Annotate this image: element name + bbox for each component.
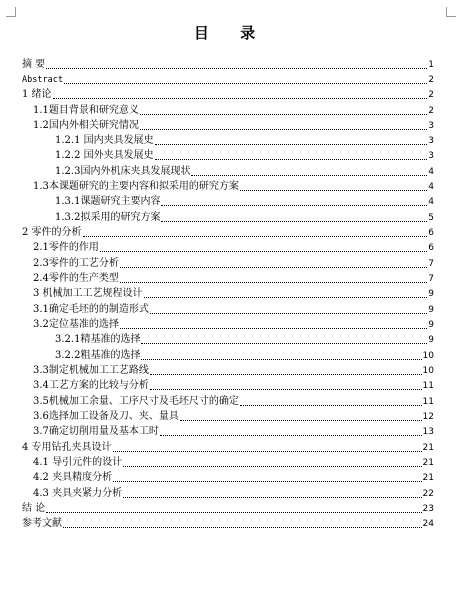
toc-entry-3-1[interactable] <box>33 303 434 316</box>
toc-entry-3-4[interactable] <box>33 379 434 392</box>
toc-entry-label: 1.3本课题研究的主要内容和拟采用的研究方案 <box>33 181 239 192</box>
toc-entry-label: 2 零件的分析 <box>22 227 82 238</box>
toc-entry-page: 12 <box>422 412 434 422</box>
toc-leader-dots <box>113 481 421 482</box>
toc-entry-page: 2 <box>428 75 434 85</box>
toc-entry-page: 2 <box>428 90 434 100</box>
toc-entry-chapter-1[interactable] <box>22 88 434 101</box>
toc-entry-page: 9 <box>428 335 434 345</box>
toc-entry-page: 1 <box>428 60 434 70</box>
toc-entry-1-1[interactable] <box>33 104 434 117</box>
toc-entry-page: 5 <box>428 213 434 223</box>
toc-entry-page: 10 <box>422 351 434 361</box>
toc-entry-label: 3.5机械加工余量、工序尺寸及毛坯尺寸的确定 <box>33 396 239 407</box>
toc-leader-dots <box>100 251 427 252</box>
toc-entry-label: 摘 要 <box>22 59 46 70</box>
toc-entry-3-2-2[interactable] <box>55 349 434 362</box>
toc-entry-references[interactable] <box>22 517 434 530</box>
toc-entry-label: Abstract <box>22 75 63 85</box>
toc-entry-label: 1.1题目背景和研究意义 <box>33 105 139 116</box>
toc-entry-page: 13 <box>422 427 434 437</box>
toc-entry-label: 3.2.2粗基准的选择 <box>55 350 141 361</box>
toc-entry-page: 10 <box>422 366 434 376</box>
toc-entry-page: 4 <box>428 167 434 177</box>
toc-entry-label: 2.1零件的作用 <box>33 242 99 253</box>
toc-entry-4-1[interactable] <box>33 456 434 469</box>
toc-entry-page: 6 <box>428 228 434 238</box>
toc-entry-label: 2.4零件的生产类型 <box>33 273 119 284</box>
toc-entry-1-3[interactable] <box>33 180 434 193</box>
toc-entry-4-2[interactable] <box>33 471 434 484</box>
toc-entry-conclusion[interactable] <box>22 502 434 515</box>
toc-leader-dots <box>155 159 428 160</box>
toc-entry-chapter-3[interactable] <box>33 287 434 300</box>
toc-leader-dots <box>150 313 427 314</box>
toc-entry-label: 结 论 <box>22 503 46 514</box>
toc-entry-label: 参考文献 <box>22 518 62 529</box>
toc-leader-dots <box>150 389 422 390</box>
toc-entry-3-3[interactable] <box>33 364 434 377</box>
page-corner-mark-right <box>446 7 456 17</box>
toc-entry-label: 4 专用钻孔夹具设计 <box>22 442 112 453</box>
toc-entry-page: 9 <box>428 305 434 315</box>
toc-entry-1-2-1[interactable] <box>55 134 434 147</box>
toc-entry-3-5[interactable] <box>33 395 434 408</box>
toc-leader-dots <box>141 343 427 344</box>
toc-leader-dots <box>191 175 427 176</box>
toc-entry-label: 3.1确定毛坯的的制造形式 <box>33 304 149 315</box>
toc-entry-label: 3.2定位基准的选择 <box>33 319 119 330</box>
toc-entry-label: 4.3 夹具夹紧力分析 <box>33 488 123 499</box>
toc-entry-label: 1.3.2拟采用的研究方案 <box>55 212 161 223</box>
toc-entry-label: 2.3零件的工艺分析 <box>33 258 119 269</box>
toc-entry-page: 11 <box>422 381 434 391</box>
toc-leader-dots <box>150 374 422 375</box>
toc-entry-abstract-cn[interactable] <box>22 58 434 71</box>
toc-entry-page: 2 <box>428 106 434 116</box>
toc-leader-dots <box>140 114 427 115</box>
toc-entry-page: 23 <box>422 504 434 514</box>
toc-entry-page: 3 <box>428 151 434 161</box>
toc-leader-dots <box>53 98 428 99</box>
toc-entry-label: 3.4工艺方案的比较与分析 <box>33 380 149 391</box>
toc-entry-page: 4 <box>428 197 434 207</box>
toc-entry-3-6[interactable] <box>33 410 434 423</box>
toc-entry-page: 6 <box>428 243 434 253</box>
toc-entry-label: 3 机械加工工艺规程设计 <box>33 288 143 299</box>
toc-entry-1-3-1[interactable] <box>55 195 434 208</box>
toc-leader-dots <box>64 83 427 84</box>
toc-leader-dots <box>240 405 422 406</box>
toc-entry-abstract-en[interactable] <box>22 73 434 86</box>
toc-entry-label: 1 绪论 <box>22 89 52 100</box>
toc-entry-label: 1.2.3国内外机床夹具发展现状 <box>55 166 191 177</box>
toc-entry-label: 4.1 导引元件的设计 <box>33 457 123 468</box>
toc-entry-page: 4 <box>428 182 434 192</box>
toc-leader-dots <box>141 359 421 360</box>
toc-entry-page: 3 <box>428 136 434 146</box>
toc-entry-1-2[interactable] <box>33 119 434 132</box>
toc-entry-chapter-4[interactable] <box>22 441 434 454</box>
toc-leader-dots <box>180 420 422 421</box>
toc-entry-1-2-2[interactable] <box>55 149 434 162</box>
toc-leader-dots <box>120 328 427 329</box>
toc-entry-page: 22 <box>422 489 434 499</box>
toc-entry-page: 9 <box>428 320 434 330</box>
toc-entry-1-2-3[interactable] <box>55 165 434 178</box>
toc-leader-dots <box>46 68 427 69</box>
toc-entry-page: 7 <box>428 259 434 269</box>
toc-entry-label: 3.7确定切削用量及基本工时 <box>33 426 159 437</box>
toc-entry-1-3-2[interactable] <box>55 211 434 224</box>
toc-entry-page: 21 <box>422 473 434 483</box>
toc-entry-label: 3.3制定机械加工工艺路线 <box>33 365 149 376</box>
toc-entry-2-4[interactable] <box>33 272 434 285</box>
toc-leader-dots <box>123 466 421 467</box>
toc-entry-label: 1.2.2 国外夹具发展史 <box>55 150 154 161</box>
toc-entry-label: 1.2.1 国内夹具发展史 <box>55 135 154 146</box>
toc-entry-page: 21 <box>422 458 434 468</box>
toc-entry-page: 21 <box>422 443 434 453</box>
toc-entry-3-2-1[interactable] <box>55 333 434 346</box>
toc-entry-label: 3.2.1精基准的选择 <box>55 334 141 345</box>
toc-leader-dots <box>240 190 427 191</box>
page-title: 目 录 <box>193 24 269 42</box>
toc-entry-page: 24 <box>422 519 434 529</box>
toc-leader-dots <box>113 451 422 452</box>
toc-leader-dots <box>160 435 422 436</box>
toc-entry-4-3[interactable] <box>33 487 434 500</box>
toc-leader-dots <box>83 236 428 237</box>
toc-entry-3-7[interactable] <box>33 425 434 438</box>
toc-entry-page: 3 <box>428 121 434 131</box>
toc-entry-chapter-2[interactable] <box>22 226 434 239</box>
toc-leader-dots <box>120 282 427 283</box>
toc-leader-dots <box>120 267 427 268</box>
toc-leader-dots <box>123 497 421 498</box>
toc-entry-label: 4.2 夹具精度分析 <box>33 472 113 483</box>
toc-leader-dots <box>161 205 427 206</box>
toc-entry-3-2[interactable] <box>33 318 434 331</box>
toc-entry-label: 3.6选择加工设备及刀、夹、量具 <box>33 411 179 422</box>
toc-leader-dots <box>63 527 422 528</box>
toc-leader-dots <box>161 221 427 222</box>
toc-leader-dots <box>155 144 428 145</box>
toc-leader-dots <box>46 512 421 513</box>
toc-entry-page: 9 <box>428 289 434 299</box>
toc-entry-label: 1.3.1课题研究主要内容 <box>55 196 161 207</box>
toc-leader-dots <box>144 297 428 298</box>
toc-entry-label: 1.2国内外相关研究情况 <box>33 120 139 131</box>
toc-entry-page: 11 <box>422 397 434 407</box>
toc-entry-2-3[interactable] <box>33 257 434 270</box>
toc-entry-page: 7 <box>428 274 434 284</box>
page-corner-mark-left <box>6 7 16 17</box>
toc-leader-dots <box>140 129 427 130</box>
toc-entry-2-1[interactable] <box>33 241 434 254</box>
